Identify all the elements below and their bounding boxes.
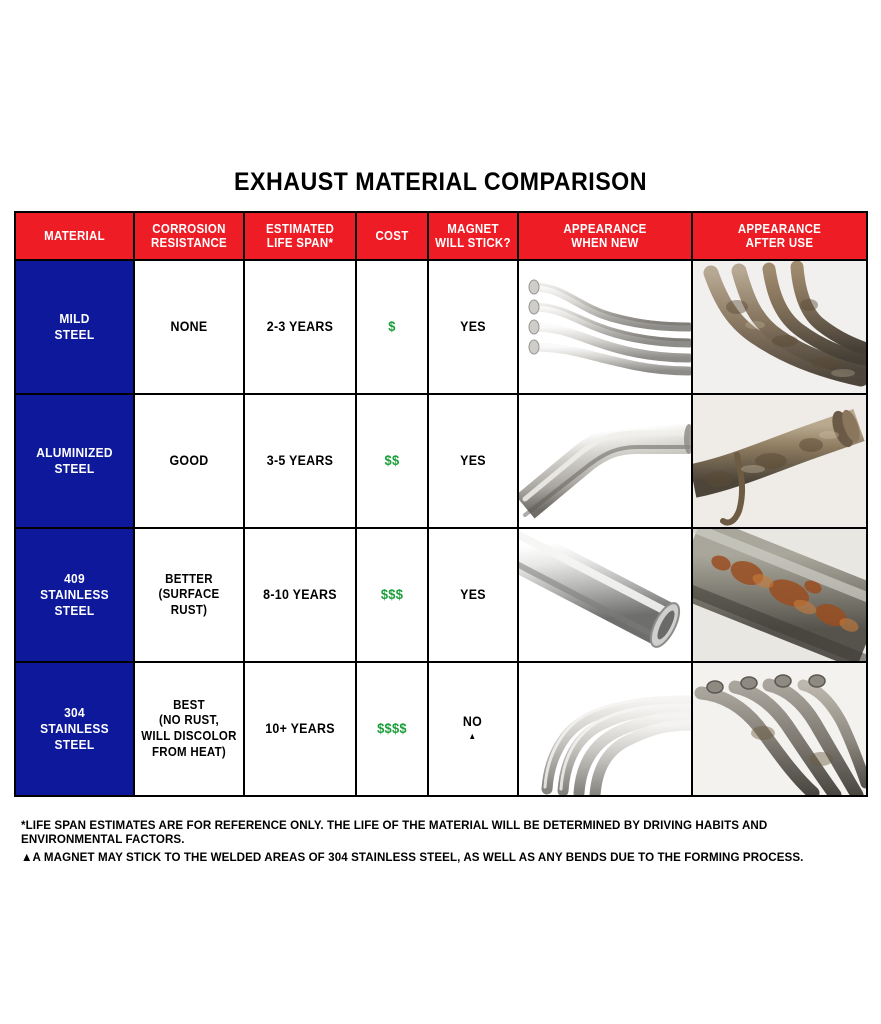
cell-appearance-used-304-stainless-steel	[692, 662, 867, 796]
cell-appearance-new-409-stainless-steel	[518, 528, 692, 662]
table-row	[15, 662, 867, 796]
cell-magnet-304-stainless-steel	[428, 662, 518, 796]
cell-material-mild-steel: MILD STEEL	[15, 260, 134, 394]
column-header-material: MATERIAL	[15, 212, 134, 260]
footnote-magnet: ▲A MAGNET MAY STICK TO THE WELDED AREAS OF 304 STAINLESS STEEL, AS WELL AS ANY BENDS DUE TO THE FORMING PROCESS.	[20, 850, 803, 864]
cell-cost-aluminized-steel: $$	[356, 394, 428, 528]
cell-appearance-used-aluminized-steel	[692, 394, 867, 528]
table-row	[15, 528, 867, 662]
magnet-footnote-marker: ▲	[468, 731, 477, 741]
cell-material-aluminized-steel: ALUMINIZED STEEL	[15, 394, 134, 528]
surface-rusted-409-stainless-pipe-photo	[693, 529, 866, 661]
column-header-appearance-when-new: APPEARANCE WHEN NEW	[518, 212, 692, 260]
table-header	[15, 212, 867, 260]
table-row	[15, 260, 867, 394]
footnote-lifespan: *LIFE SPAN ESTIMATES ARE FOR REFERENCE ONLY. THE LIFE OF THE MATERIAL WILL BE DETERMINED BY DRIVING HABITS AND ENVIRONMENTAL FACTORS.	[20, 818, 767, 846]
cell-appearance-new-304-stainless-steel	[518, 662, 692, 796]
cell-magnet-aluminized-steel: YES	[428, 394, 518, 528]
cell-magnet-mild-steel: YES	[428, 260, 518, 394]
comparison-chart	[0, 168, 881, 797]
column-header-estimated-life-span: ESTIMATED LIFE SPAN*	[244, 212, 356, 260]
cell-appearance-new-mild-steel	[518, 260, 692, 394]
column-header-appearance-after-use: APPEARANCE AFTER USE	[692, 212, 867, 260]
column-header-cost: COST	[356, 212, 428, 260]
column-header-magnet-will-stick: MAGNET WILL STICK?	[428, 212, 518, 260]
cell-magnet-409-stainless-steel: YES	[428, 528, 518, 662]
304-stainless-headers-photo	[519, 663, 691, 795]
heat-discolored-304-stainless-headers-photo	[693, 663, 866, 795]
cell-lifespan-mild-steel: 2-3 YEARS	[244, 260, 356, 394]
table-header-row	[15, 212, 867, 260]
aluminized-bent-exhaust-pipe-photo	[519, 395, 691, 527]
cell-cost-mild-steel: $	[356, 260, 428, 394]
cell-appearance-used-409-stainless-steel	[692, 528, 867, 662]
cell-material-304-stainless-steel: 304 STAINLESS STEEL	[15, 662, 134, 796]
cell-cost-409-stainless-steel: $$$	[356, 528, 428, 662]
page-title: EXHAUST MATERIAL COMPARISON	[233, 168, 647, 196]
cell-lifespan-aluminized-steel: 3-5 YEARS	[244, 394, 356, 528]
cell-corrosion-409-stainless-steel: BETTER (SURFACE RUST)	[134, 528, 244, 662]
cell-lifespan-304-stainless-steel: 10+ YEARS	[244, 662, 356, 796]
table-row	[15, 394, 867, 528]
cell-appearance-used-mild-steel	[692, 260, 867, 394]
rusted-mild-steel-headers-photo	[693, 261, 866, 393]
rusted-aluminized-exhaust-pipe-photo	[693, 395, 866, 527]
polished-409-stainless-pipe-photo	[519, 529, 691, 661]
table-body	[15, 260, 867, 796]
cell-lifespan-409-stainless-steel: 8-10 YEARS	[244, 528, 356, 662]
cell-corrosion-aluminized-steel: GOOD	[134, 394, 244, 528]
cell-corrosion-304-stainless-steel: BEST (NO RUST, WILL DISCOLOR FROM HEAT)	[134, 662, 244, 796]
magnet-value: NO	[462, 714, 483, 730]
cell-cost-304-stainless-steel: $$$$	[356, 662, 428, 796]
cell-appearance-new-aluminized-steel	[518, 394, 692, 528]
shiny-mild-steel-headers-photo	[519, 261, 691, 393]
column-header-corrosion-resistance: CORROSION RESISTANCE	[134, 212, 244, 260]
cell-material-409-stainless-steel: 409 STAINLESS STEEL	[15, 528, 134, 662]
cell-corrosion-mild-steel: NONE	[134, 260, 244, 394]
footnotes	[0, 818, 881, 868]
exhaust-material-comparison-table	[14, 211, 868, 797]
